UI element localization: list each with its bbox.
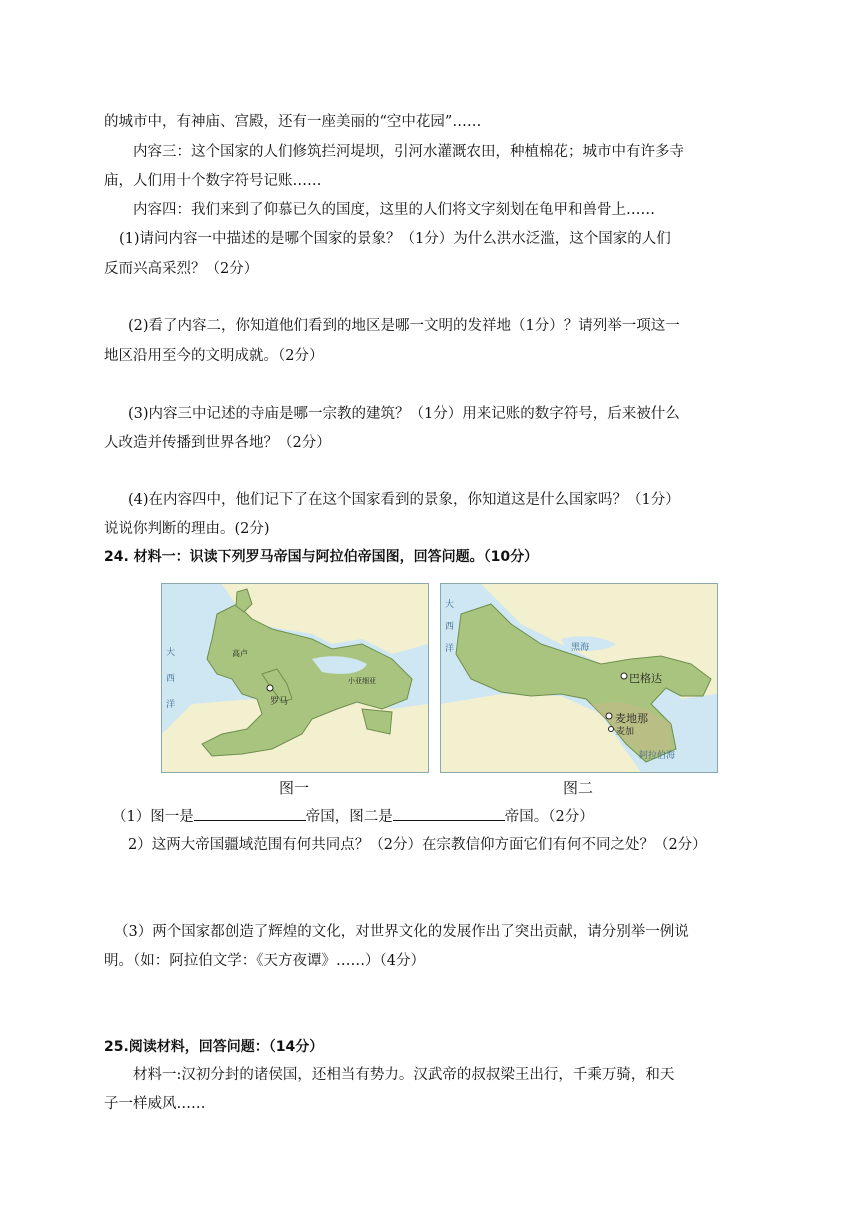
- map1-gaul-label: 高卢: [232, 649, 248, 658]
- q24-1-part-b: 帝国，图二是: [305, 809, 393, 825]
- figure-2-caption: 图二: [563, 779, 594, 797]
- map-arab-empire: [440, 583, 718, 773]
- question-24-2: 2）这两大帝国疆域范围有何共同点？（2分）在宗教信仰方面它们有何不同之处？（2分）: [128, 837, 707, 853]
- map2-black-sea-label: 黑海: [571, 643, 590, 653]
- map2-baghdad-label: 巴格达: [629, 672, 662, 685]
- q24-1-part-c: 帝国。（2分）: [504, 809, 594, 825]
- question-24-3-cont: 明。（如：阿拉伯文学：《天方夜谭》……）（4分）: [104, 953, 425, 969]
- question-3-cont: 人改造并传播到世界各地？（2分）: [104, 435, 331, 451]
- roman-map-svg: [162, 584, 428, 772]
- map2-arabian-sea-label: 阿拉伯海: [639, 751, 676, 761]
- figure-1-caption: 图一: [279, 779, 310, 797]
- text-line-2: 内容三：这个国家的人们修筑拦河堤坝，引河水灌溉农田，种植棉花；城市中有许多寺: [133, 144, 684, 160]
- question-25-heading: 25.阅读材料，回答问题：（14分）: [104, 1039, 324, 1055]
- question-3: (3)内容三中记述的寺庙是哪一宗教的建筑？（1分）用来记账的数字符号，后来被什么: [128, 406, 680, 422]
- map1-asia-minor-label: 小亚细亚: [348, 677, 376, 685]
- answer-blank-1[interactable]: [194, 806, 306, 821]
- question-1: (1)请问内容一中描述的是哪个国家的景象？（1分）为什么洪水泛滥，这个国家的人们: [119, 231, 671, 247]
- arab-map-svg: [441, 584, 717, 772]
- material-1-line-1: 材料一:汉初分封的诸侯国，还相当有势力。汉武帝的叔叔梁王出行，千乘万骑，和天: [133, 1067, 675, 1083]
- question-24-1: [112, 806, 594, 827]
- text-line-1: 的城市中，有神庙、宫殿，还有一座美丽的“空中花园”……: [104, 114, 482, 130]
- question-2: (2)看了内容二，你知道他们看到的地区是哪一文明的发祥地（1分）？请列举一项这一: [128, 318, 680, 334]
- question-4-cont: 说说你判断的理由。(2分): [104, 521, 270, 537]
- text-line-3: 庙，人们用十个数字符号记账……: [104, 173, 322, 189]
- material-1-line-2: 子一样威风……: [104, 1096, 206, 1112]
- q24-1-part-a: （1）图一是: [112, 809, 194, 825]
- map1-ocean-label: 大西洋: [166, 648, 176, 710]
- map-roman-empire: [161, 583, 429, 773]
- map2-mecca-label: 麦加: [616, 727, 635, 737]
- text-line-4: 内容四：我们来到了仰慕已久的国度，这里的人们将文字刻划在龟甲和兽骨上……: [133, 202, 655, 218]
- answer-blank-2[interactable]: [393, 806, 505, 821]
- question-2-cont: 地区沿用至今的文明成就。（2分）: [104, 348, 324, 364]
- map2-ocean-label: 大西洋: [445, 600, 455, 654]
- map2-medina-label: 麦地那: [615, 712, 648, 725]
- question-1-cont: 反而兴高采烈？（2分）: [104, 261, 259, 277]
- question-4: (4)在内容四中，他们记下了在这个国家看到的景象，你知道这是什么国家吗？（1分）: [128, 492, 680, 508]
- map1-rome-label: 罗马: [270, 697, 289, 707]
- question-24-heading: 24. 材料一：识读下列罗马帝国与阿拉伯帝国图，回答问题。（10分）: [104, 549, 539, 565]
- question-24-3: （3）两个国家都创造了辉煌的文化，对世界文化的发展作出了突出贡献，请分别举一例说: [114, 924, 689, 940]
